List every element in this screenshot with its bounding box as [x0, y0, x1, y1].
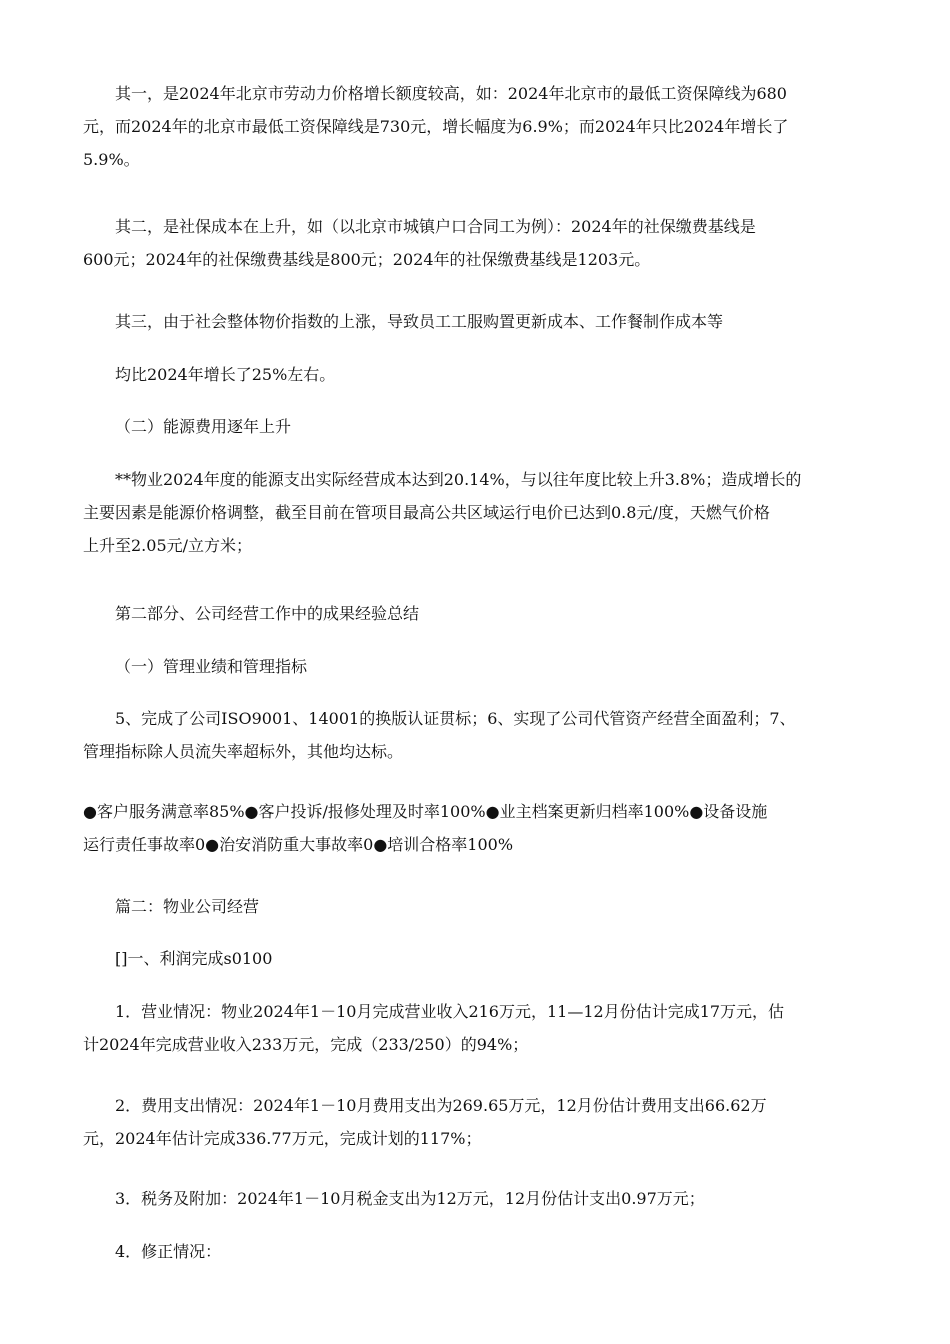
text-line: 运行责任事故率0●治安消防重大事故率0●培训合格率100% [83, 835, 514, 854]
paragraph-labor-cost [83, 77, 873, 176]
text-line: 管理指标除人员流失率超标外，其他均达标。 [83, 742, 404, 761]
paragraph-revenue [83, 995, 873, 1061]
paragraph-adjustment [83, 1235, 873, 1268]
paragraph-kpi-list [83, 795, 873, 861]
text-line: 其一，是2024年北京市劳动力价格增长额度较高，如：2024年北京市的最低工资保障线为680 [115, 84, 787, 103]
text-line: 元，而2024年的北京市最低工资保障线是730元，增长幅度为6.9%；而2024年只比2024年增长了 [83, 117, 789, 136]
text-line: 3．税务及附加：2024年1－10月税金支出为12万元，12月份估计支出0.97万元； [115, 1189, 705, 1208]
text-line: 篇二：物业公司经营 [115, 897, 260, 916]
paragraph-expenses [83, 1089, 873, 1155]
text-line: 上升至2.05元/立方米； [83, 536, 253, 555]
part-heading-summary [83, 597, 873, 630]
text-line: 1．营业情况：物业2024年1－10月完成营业收入216万元，11—12月份估计完成17万元，估 [115, 1002, 785, 1021]
text-line: 4．修正情况： [115, 1242, 222, 1261]
text-line: 均比2024年增长了25%左右。 [115, 365, 336, 384]
text-line: **物业2024年度的能源支出实际经营成本达到20.14%，与以往年度比较上升3.8%；造成增长的 [115, 470, 802, 489]
text-line: 元，2024年估计完成336.77万元，完成计划的117%； [83, 1129, 482, 1148]
text-line: 5.9%。 [83, 150, 140, 169]
text-line: []一、利润完成s0100 [115, 949, 273, 968]
paragraph-certification [83, 702, 873, 768]
paragraph-energy-cost [83, 463, 873, 562]
paragraph-social-insurance [83, 210, 873, 276]
text-line: 2．费用支出情况：2024年1－10月费用支出为269.65万元，12月份估计费用支出66.62万 [115, 1096, 767, 1115]
paragraph-price-index [83, 305, 873, 338]
chapter-heading-2 [83, 890, 873, 923]
text-line: 其二，是社保成本在上升，如（以北京市城镇户口合同工为例）：2024年的社保缴费基线是 [115, 217, 756, 236]
text-line: 主要因素是能源价格调整，截至目前在管项目最高公共区域运行电价已达到0.8元/度，天燃气价格 [83, 503, 770, 522]
text-line: 第二部分、公司经营工作中的成果经验总结 [115, 604, 420, 623]
text-line: 600元；2024年的社保缴费基线是800元；2024年的社保缴费基线是1203元。 [83, 250, 651, 269]
text-line: ●客户服务满意率85%●客户投诉/报修处理及时率100%●业主档案更新归档率100%●设备设施 [83, 802, 768, 821]
text-line: 5、完成了公司ISO9001、14001的换版认证贯标；6、实现了公司代管资产经营全面盈利；7、 [115, 709, 796, 728]
section-heading-performance [83, 650, 873, 683]
text-line: （二）能源费用逐年上升 [115, 417, 292, 436]
section-heading-profit [83, 942, 873, 975]
text-line: 其三，由于社会整体物价指数的上涨，导致员工工服购置更新成本、工作餐制作成本等 [115, 312, 724, 331]
paragraph-growth-25 [83, 358, 873, 391]
text-line: （一）管理业绩和管理指标 [115, 657, 308, 676]
paragraph-taxes [83, 1182, 873, 1215]
text-line: 计2024年完成营业收入233万元，完成（233/250）的94%； [83, 1035, 529, 1054]
section-heading-energy [83, 410, 873, 443]
